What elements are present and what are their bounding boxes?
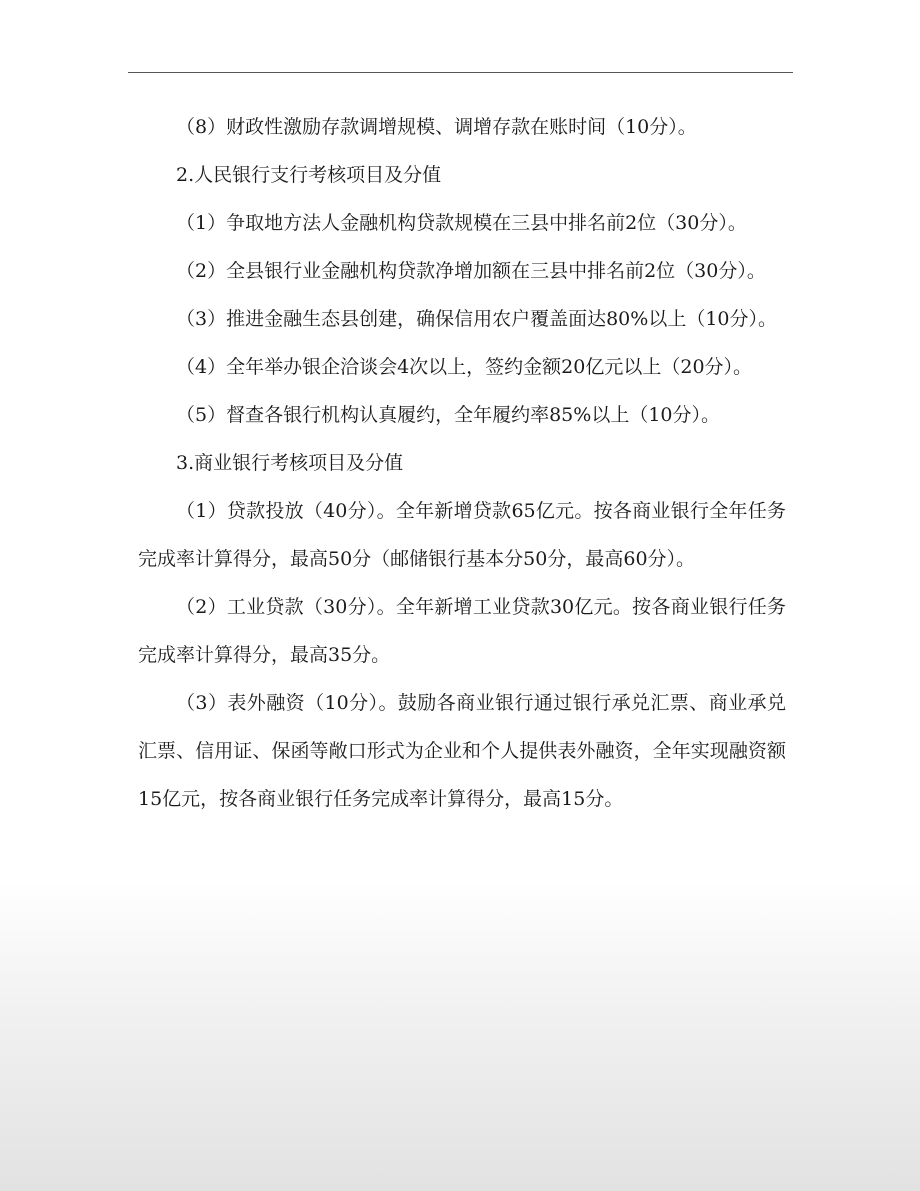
paragraph-pboc-item-2: （2）全县银行业金融机构贷款净增加额在三县中排名前2位（30分）。 [176, 260, 766, 282]
paragraph-commercial-item-3: （3）表外融资（10分）。鼓励各商业银行通过银行承兑汇票、商业承兑汇票、信用证、保函等敞口形式为企业和个人提供表外融资，全年实现融资额15亿元，按各商业银行任务完成率计算得分，最高15分。 [138, 692, 786, 810]
paragraph-pboc-item-3: （3）推进金融生态县创建，确保信用农户覆盖面达80%以上（10分）。 [176, 308, 777, 330]
section-heading-commercial-banks: 3.商业银行考核项目及分值 [176, 452, 404, 474]
section-heading-pboc-branch: 2.人民银行支行考核项目及分值 [176, 164, 442, 186]
paragraph-commercial-item-1: （1）贷款投放（40分）。全年新增贷款65亿元。按各商业银行全年任务完成率计算得分，最高50分（邮储银行基本分50分，最高60分）。 [138, 500, 786, 570]
paragraph-pboc-item-5: （5）督查各银行机构认真履约，全年履约率85%以上（10分）。 [176, 404, 720, 426]
header-rule [128, 72, 793, 73]
paragraph-pboc-item-1: （1）争取地方法人金融机构贷款规模在三县中排名前2位（30分）。 [176, 212, 747, 234]
paragraph-pboc-item-4: （4）全年举办银企洽谈会4次以上，签约金额20亿元以上（20分）。 [176, 356, 753, 378]
document-body [138, 103, 786, 823]
paragraph-fiscal-deposit-item-8: （8）财政性激励存款调增规模、调增存款在账时间（10分）。 [176, 116, 697, 138]
paragraph-commercial-item-2: （2）工业贷款（30分）。全年新增工业贷款30亿元。按各商业银行任务完成率计算得分，最高35分。 [138, 596, 786, 666]
